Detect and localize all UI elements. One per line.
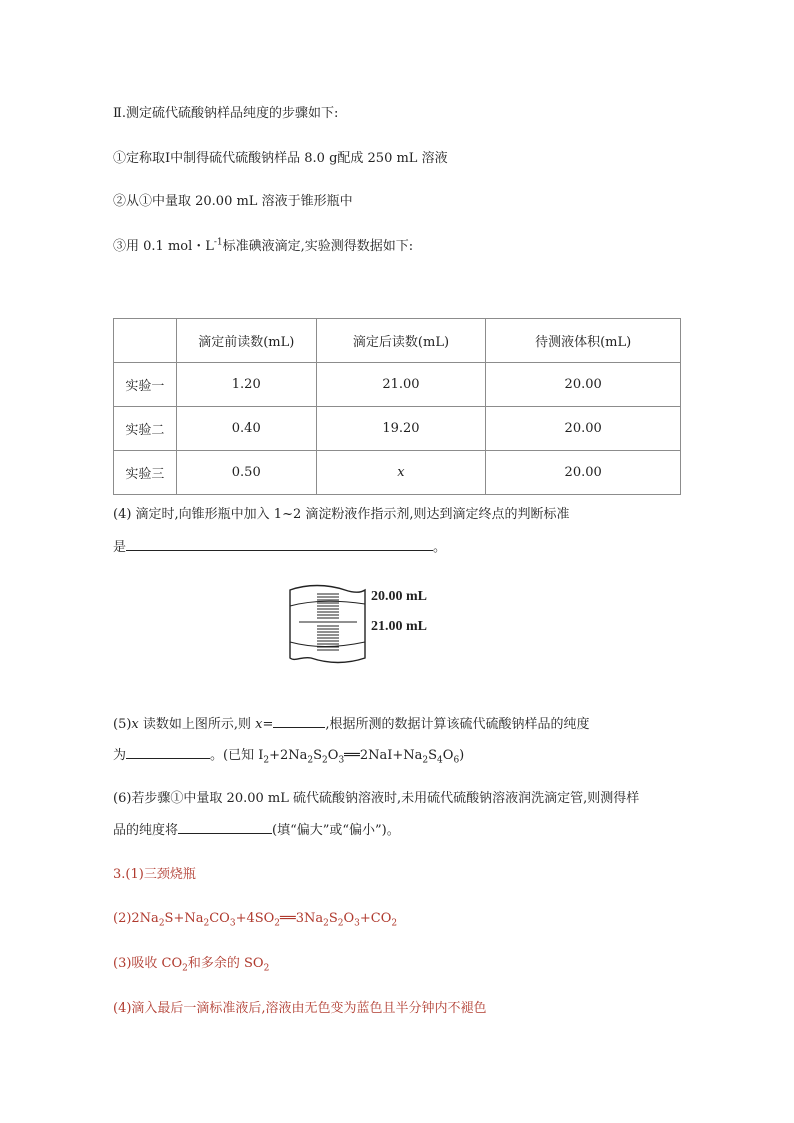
table-cell: 20.00 (486, 407, 681, 451)
step-3: ③用 0.1 mol・$L^{-1}$标准碘液滴定,实验测得数据如下: (113, 237, 414, 254)
step-2: ②从①中量取 20.00 mL 溶液于锥形瓶中 (113, 194, 353, 209)
table-row (114, 451, 681, 495)
table-cell: 20.00 (486, 363, 681, 407)
burette-figure (287, 582, 487, 664)
answer-1: 3.(1)三颈烧瓶 (113, 867, 196, 882)
answer-4: (4)滴入最后一滴标准液后,溶液由无色变为蓝色且半分钟内不褪色 (113, 1001, 487, 1016)
table-cell: x (316, 451, 486, 495)
question-4-line-1: (4) 滴定时,向锥形瓶中加入 1~2 滴淀粉液作指示剂,则达到滴定终点的判断标准 (113, 507, 570, 522)
table-cell: 21.00 (316, 363, 486, 407)
answer-blank (273, 714, 325, 728)
table-header-row (114, 319, 681, 363)
answer-blank (126, 537, 433, 551)
table-cell: 0.50 (176, 451, 316, 495)
question-6-line-1: (6)若步骤①中量取 20.00 mL 硫代硫酸钠溶液时,未用硫代硫酸钠溶液润洗滴定管,则测得样 (113, 791, 640, 806)
answer-2: $(2)2Na_2S+Na_2CO_3+4SO_2══3Na_2S_2O_3+CO_2$ (113, 911, 398, 929)
table-row (114, 407, 681, 451)
step-1: ①定称取Ⅰ中制得硫代硫酸钠样品 8.0 g配成 250 mL 溶液 (113, 151, 448, 166)
answer-blank (178, 820, 272, 834)
table-header-cell (114, 319, 177, 363)
table-header-cell: 滴定前读数(mL) (176, 319, 316, 363)
table-header-cell: 待测液体积(mL) (486, 319, 681, 363)
burette-label-bottom: 21.00 mL (371, 619, 427, 634)
table-cell: 20.00 (486, 451, 681, 495)
table-header-cell: 滴定后读数(mL) (316, 319, 486, 363)
answer-blank (126, 745, 210, 759)
answer-3: (3)吸收 $CO_2$和多余的 $SO_2$ (113, 956, 270, 974)
table-cell: 实验三 (114, 451, 177, 495)
question-5-line-1: (5)x 读数如上图所示,则 x= ,根据所测的数据计算该硫代硫酸钠样品的纯度 (113, 714, 590, 734)
part2-title: Ⅱ.测定硫代硫酸钠样品纯度的步骤如下: (113, 106, 339, 121)
burette-label-top: 20.00 mL (371, 589, 427, 604)
table-cell: 实验一 (114, 363, 177, 407)
table-cell: 19.20 (316, 407, 486, 451)
question-4-line-2: 是 。 (113, 537, 446, 557)
table-cell: 实验二 (114, 407, 177, 451)
table-cell: 1.20 (176, 363, 316, 407)
question-5-line-2: 为 。(已知 $I_2+2Na_2S_2O_3══2NaI+Na_2S_4O_6$) (113, 745, 464, 765)
table-row (114, 363, 681, 407)
question-6-line-2: 品的纯度将 (填“偏大”或“偏小”)。 (113, 820, 400, 840)
table-cell: 0.40 (176, 407, 316, 451)
titration-data-table (113, 318, 681, 495)
